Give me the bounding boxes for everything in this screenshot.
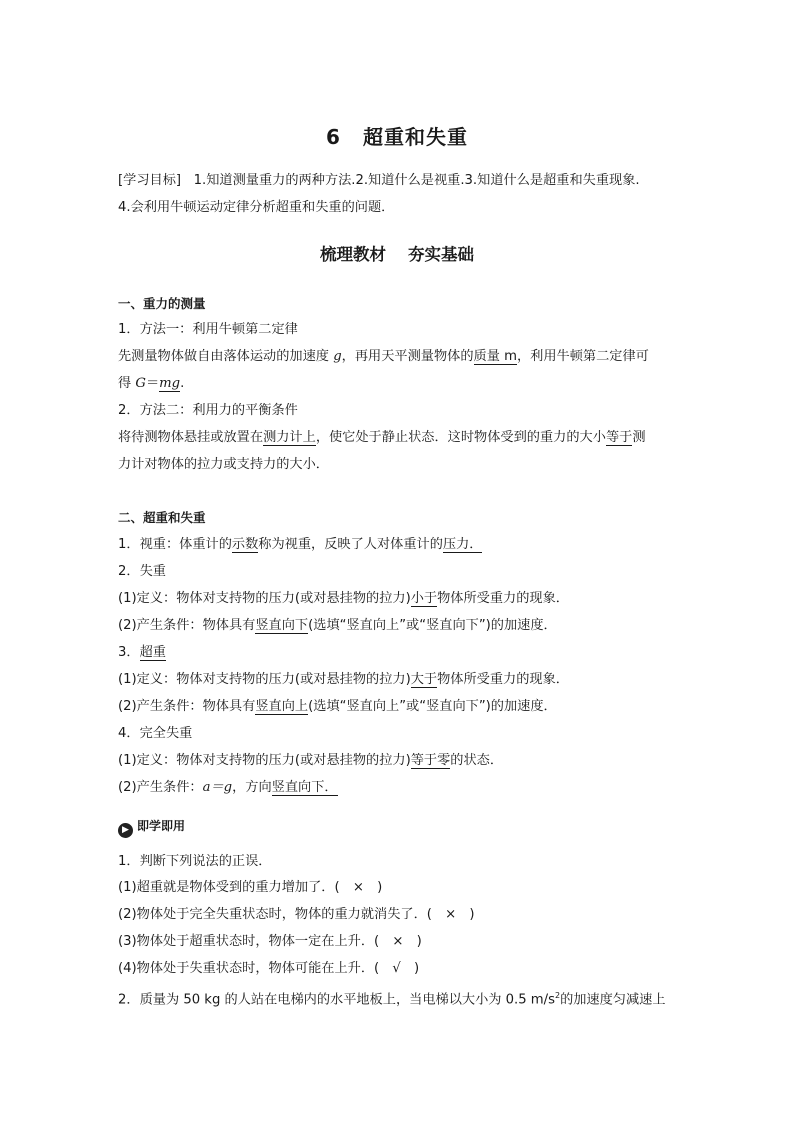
superscript: 2 (554, 991, 561, 1000)
text-span: ，方向 (232, 780, 272, 795)
blank-answer: 竖直向上 (255, 699, 309, 714)
formula-a-eq-g: a＝g (202, 780, 233, 795)
item-text: (4)物体处于失重状态时，物体可能在上升．( (118, 961, 393, 976)
blank-answer: 大于 (410, 672, 438, 687)
blank-answer: 测力计上 (263, 430, 316, 445)
method1-text (118, 348, 688, 366)
practice-label: 即学即用 (137, 819, 186, 833)
objectives-line-1 (118, 172, 688, 190)
objectives-label: [学习目标] (118, 173, 182, 188)
text-span: (1)定义：物体对支持物的压力(或对悬挂物的拉力) (118, 753, 411, 768)
item-end: ) (403, 934, 422, 949)
play-circle-icon: ▶ (118, 823, 133, 838)
text-span: 将待测物体悬挂或放置在 (118, 430, 264, 445)
text-span: 得 (118, 376, 136, 391)
text-span: 先测量物体做自由落体运动的加速度 (118, 349, 334, 364)
text-span: (2)产生条件：物体具有 (118, 618, 256, 633)
section-banner (0, 241, 794, 265)
blank-answer: mg (159, 376, 181, 391)
overweight-def (118, 671, 688, 689)
var-g: g (333, 349, 342, 364)
item-end: ) (363, 880, 383, 895)
section1-heading: 一、重力的测量 (118, 296, 206, 311)
judgement-item (118, 960, 688, 978)
item-text: (2)物体处于完全失重状态时，物体的重力就消失了．( (118, 907, 446, 922)
text-span: (1)定义：物体对支持物的压力(或对悬挂物的拉力) (118, 672, 411, 687)
apparent-weight (118, 536, 688, 554)
blank-answer: 等于 (605, 430, 633, 445)
item-end: ) (400, 961, 420, 976)
text-span: 1．视重：体重计的 (118, 537, 232, 552)
page-title (0, 121, 794, 150)
banner-part-2: 夯实基础 (408, 245, 474, 264)
weightlessness-title: 2．失重 (118, 564, 166, 579)
method1-title: 1．方法一：利用牛顿第二定律 (118, 322, 298, 337)
blank-answer: 竖直向下． (271, 780, 338, 795)
text-span: . (180, 376, 185, 391)
method2-text-cont: 力计对物体的拉力或支持力的大小． (118, 457, 329, 472)
blank-answer: 小于 (410, 591, 438, 606)
item-end: ) (456, 907, 475, 922)
overweight-title (118, 644, 688, 662)
text-span: 称为视重，反映了人对体重计的 (258, 537, 443, 552)
text-span: ，再用天平测量物体的 (341, 349, 474, 364)
banner-part-1: 梳理教材 (320, 245, 386, 264)
weightlessness-def (118, 590, 688, 608)
title-number: 6 (326, 125, 341, 149)
item-mark: × (392, 934, 404, 949)
judgement-item (118, 879, 688, 897)
method2-title: 2．方法二：利用力的平衡条件 (118, 403, 298, 418)
item-mark: √ (392, 961, 401, 976)
question-2 (118, 987, 688, 1009)
text-span: 的加速度匀减速上 (560, 992, 666, 1008)
text-span: 3． (118, 645, 140, 660)
blank-answer: 竖直向下 (255, 618, 309, 633)
judgement-item (118, 933, 688, 951)
text-span: (选填“竖直向上”或“竖直向下”)的加速度． (308, 618, 557, 633)
text-span: (2)产生条件： (118, 780, 203, 795)
item-text: (1)超重就是物体受到的重力增加了．( (118, 880, 353, 895)
text-span: ，利用牛顿第二定律可 (516, 349, 649, 364)
weightlessness-cond (118, 617, 688, 635)
text-span: ＝ (145, 376, 160, 391)
blank-answer: 示数 (231, 537, 259, 552)
method1-formula (118, 375, 688, 393)
blank-answer: 等于零 (410, 753, 451, 768)
item-text: (3)物体处于超重状态时，物体一定在上升．( (118, 934, 393, 949)
text-span: 物体所受重力的现象． (437, 591, 569, 606)
complete-weightlessness-def (118, 752, 688, 770)
method2-text (118, 429, 688, 447)
title-text: 超重和失重 (362, 125, 468, 149)
text-span: (选填“竖直向上”或“竖直向下”)的加速度． (308, 699, 557, 714)
text-span: (1)定义：物体对支持物的压力(或对悬挂物的拉力) (118, 591, 411, 606)
practice-header (118, 817, 688, 838)
blank-answer: 压力． (442, 537, 483, 552)
complete-weightlessness-title: 4．完全失重 (118, 726, 193, 741)
text-span: ，使它处于静止状态．这时物体受到的重力的大小 (315, 430, 606, 445)
section2-heading: 二、超重和失重 (118, 510, 206, 525)
objectives-line-2: 4.会利用牛顿运动定律分析超重和失重的问题． (118, 200, 395, 215)
question-1: 1．判断下列说法的正误． (118, 854, 272, 869)
blank-answer: 超重 (139, 645, 166, 660)
judgement-item (118, 906, 688, 924)
text-span: 的状态． (450, 753, 504, 768)
blank-answer: 质量 m (473, 349, 517, 364)
text-span: 物体所受重力的现象． (437, 672, 569, 687)
text-span: (2)产生条件：物体具有 (118, 699, 256, 714)
text-span: 2．质量为 50 kg 的人站在电梯内的水平地板上，当电梯以大小为 0.5 m/s (118, 992, 555, 1008)
text-span: 测 (632, 430, 646, 445)
item-mark: × (352, 880, 364, 895)
overweight-cond (118, 698, 688, 716)
objectives-text-1: 1.知道测量重力的两种方法.2.知道什么是视重.3.知道什么是超重和失重现象. (193, 173, 640, 188)
item-mark: × (445, 907, 457, 922)
var-G: G (135, 376, 146, 391)
complete-weightlessness-cond (118, 779, 688, 797)
